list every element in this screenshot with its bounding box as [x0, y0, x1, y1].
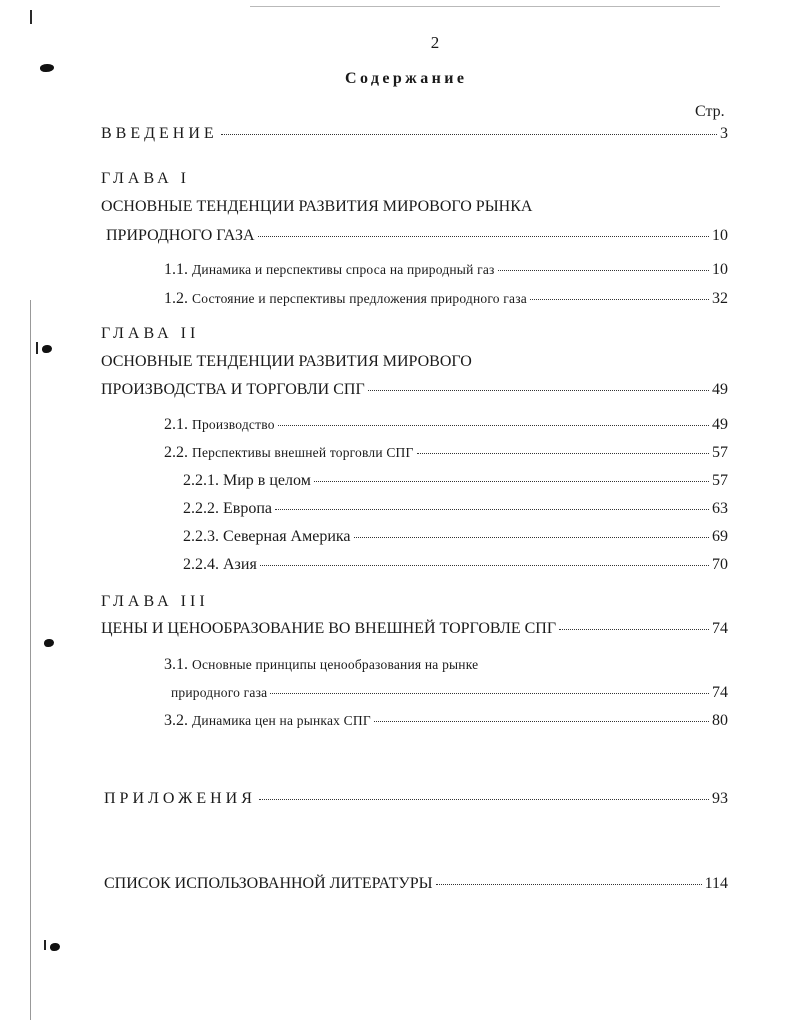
leader-dots — [436, 883, 702, 885]
chapter-label: ГЛАВА II — [101, 325, 200, 342]
leader-dots — [368, 389, 709, 391]
toc-entry-number: 2.2.2. — [183, 500, 219, 517]
toc-entry-text: ПРИРОДНОГО ГАЗА — [106, 227, 255, 244]
page-column-label: Стр. — [695, 103, 725, 120]
toc-entry-text: Основные принципы ценообразования на рынке — [192, 657, 479, 672]
leader-dots — [314, 480, 709, 482]
leader-dots — [498, 269, 709, 271]
page-title: Содержание — [345, 70, 468, 87]
scan-tick — [36, 342, 38, 354]
chapter-label: ГЛАВА I — [101, 170, 190, 187]
toc-page-number: 70 — [712, 556, 728, 573]
toc-section-3-2[interactable] — [164, 712, 728, 734]
chapter-title: ОСНОВНЫЕ ТЕНДЕНЦИИ РАЗВИТИЯ МИРОВОГО — [101, 353, 472, 370]
toc-entry-text: Мир в целом — [223, 472, 311, 489]
scan-edge-left — [30, 10, 32, 24]
toc-subsection-2-2-1[interactable] — [183, 472, 728, 494]
toc-entry-text: ПРОИЗВОДСТВА И ТОРГОВЛИ СПГ — [101, 381, 365, 398]
toc-section-1-2[interactable] — [164, 290, 728, 312]
scan-edge-top — [250, 6, 720, 7]
toc-subsection-2-2-2[interactable] — [183, 500, 728, 522]
chapter-label: ГЛАВА III — [101, 593, 209, 610]
toc-page-number: 63 — [712, 500, 728, 517]
toc-chapter-3[interactable] — [101, 620, 728, 642]
toc-entry-number: 3.2. — [164, 712, 188, 729]
leader-dots — [258, 235, 709, 237]
toc-entry-text: природного газа — [171, 685, 268, 700]
toc-entry-number: 2.1. — [164, 416, 188, 433]
toc-entry-text: Европа — [223, 500, 272, 517]
toc-entry-text: Перспективы внешней торговли СПГ — [192, 445, 414, 460]
toc-entry-text: Динамика цен на рынках СПГ — [192, 713, 371, 728]
toc-page-number: 49 — [712, 416, 728, 433]
toc-appendix[interactable] — [104, 790, 728, 812]
toc-subsection-2-2-3[interactable] — [183, 528, 728, 550]
toc-subsection-2-2-4[interactable] — [183, 556, 728, 578]
toc-entry-text: Состояние и перспективы предложения природного газа — [192, 291, 527, 306]
leader-dots — [559, 628, 709, 630]
toc-intro[interactable] — [101, 125, 728, 147]
toc-page-number: 93 — [712, 790, 728, 807]
leader-dots — [270, 692, 709, 694]
toc-entry-text: Производство — [192, 417, 275, 432]
hole-punch-mark — [40, 64, 54, 72]
leader-dots — [530, 298, 709, 300]
toc-section-3-1-line1 — [164, 656, 478, 674]
toc-page-number: 57 — [712, 444, 728, 461]
hole-punch-mark — [44, 639, 54, 647]
toc-chapter-2[interactable] — [101, 381, 728, 403]
leader-dots — [221, 133, 717, 135]
toc-entry-number: 2.2. — [164, 444, 188, 461]
toc-entry-number: 2.2.3. — [183, 528, 219, 545]
leader-dots — [275, 508, 709, 510]
toc-page-number: 57 — [712, 472, 728, 489]
toc-entry-number: 2.2.1. — [183, 472, 219, 489]
toc-entry-text: ПРИЛОЖЕНИЯ — [104, 790, 256, 807]
toc-entry-text: Северная Америка — [223, 528, 351, 545]
hole-punch-mark — [50, 943, 60, 951]
toc-page-number: 10 — [712, 227, 728, 244]
toc-section-2-1[interactable] — [164, 416, 728, 438]
toc-entry-number: 2.2.4. — [183, 556, 219, 573]
toc-entry-number: 1.2. — [164, 290, 188, 307]
toc-references[interactable] — [104, 875, 728, 897]
leader-dots — [259, 798, 709, 800]
scan-tick — [44, 940, 46, 950]
toc-section-3-1[interactable] — [171, 684, 728, 706]
leader-dots — [374, 720, 709, 722]
leader-dots — [260, 564, 709, 566]
toc-chapter-1[interactable] — [106, 227, 728, 249]
hole-punch-mark — [42, 345, 52, 353]
toc-entry-text: ВВЕДЕНИЕ — [101, 125, 218, 142]
chapter-title: ОСНОВНЫЕ ТЕНДЕНЦИИ РАЗВИТИЯ МИРОВОГО РЫНКА — [101, 198, 533, 215]
toc-entry-text: ЦЕНЫ И ЦЕНООБРАЗОВАНИЕ ВО ВНЕШНЕЙ ТОРГОВЛЕ СПГ — [101, 620, 557, 637]
toc-page-number: 49 — [712, 381, 728, 398]
toc-entry-text: СПИСОК ИСПОЛЬЗОВАННОЙ ЛИТЕРАТУРЫ — [104, 875, 433, 892]
toc-section-1-1[interactable] — [164, 261, 728, 283]
toc-section-2-2[interactable] — [164, 444, 728, 466]
toc-page-number: 74 — [712, 684, 728, 701]
toc-page-number: 80 — [712, 712, 728, 729]
toc-entry-text: Азия — [223, 556, 257, 573]
leader-dots — [354, 536, 709, 538]
toc-entry-number: 1.1. — [164, 261, 188, 278]
leader-dots — [417, 452, 710, 454]
scan-edge-left — [30, 300, 31, 1020]
toc-page-number: 3 — [720, 125, 728, 142]
toc-page-number: 114 — [704, 875, 728, 892]
toc-entry-text: Динамика и перспективы спроса на природный газ — [192, 262, 495, 277]
leader-dots — [278, 424, 709, 426]
page-number: 2 — [430, 33, 440, 52]
toc-page-number: 32 — [712, 290, 728, 307]
toc-page-number: 10 — [712, 261, 728, 278]
toc-entry-number: 3.1. — [164, 656, 188, 673]
toc-page-number: 69 — [712, 528, 728, 545]
toc-page-number: 74 — [712, 620, 728, 637]
